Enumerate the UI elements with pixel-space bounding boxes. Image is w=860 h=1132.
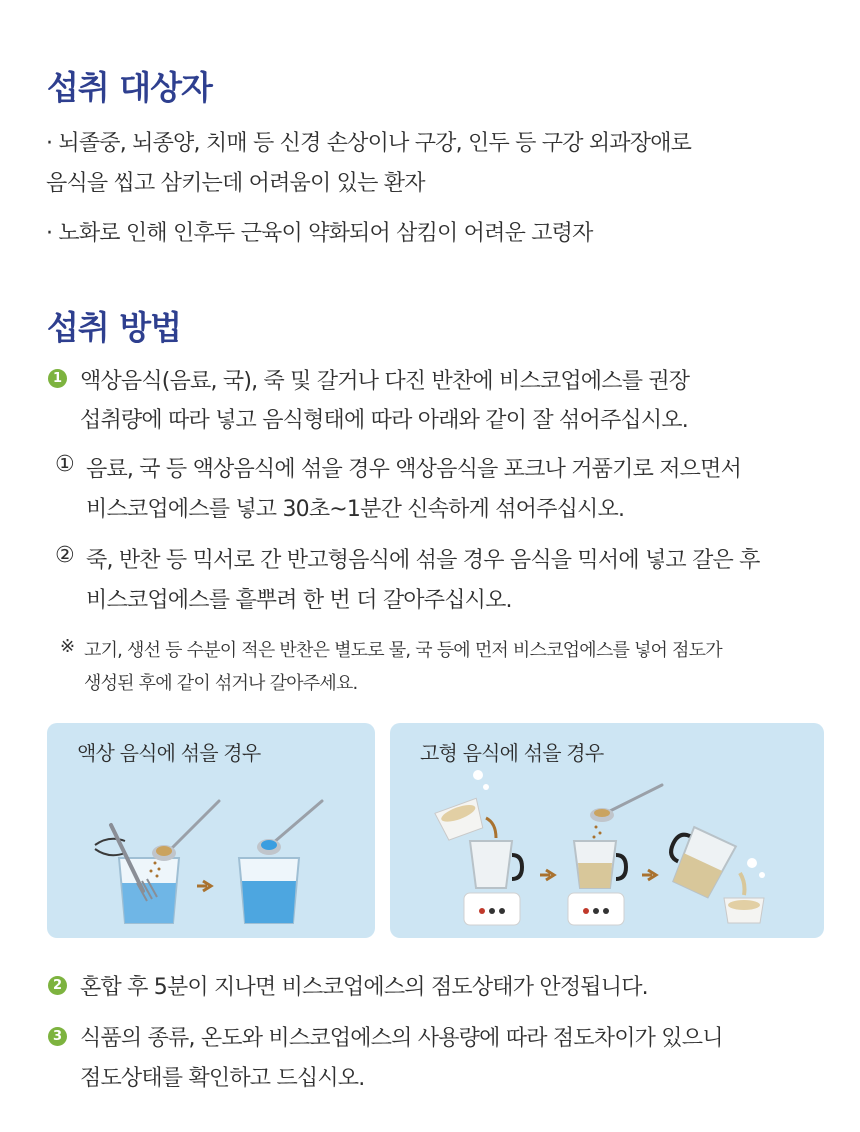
liquid-mixing-illustration	[47, 723, 375, 938]
panel-solid-mixing	[390, 723, 824, 938]
step-1-number-badge: 1	[48, 369, 67, 388]
step-2-number-badge: 2	[48, 976, 67, 995]
section-title-method: 섭취 방법	[47, 308, 182, 347]
sub-1-line-2: 비스코업에스를 넣고 30초~1분간 신속하게 섞어주십시오.	[86, 497, 625, 522]
panel-liquid-title: 액상 음식에 섞을 경우	[77, 741, 261, 765]
note-line-1: 고기, 생선 등 수분이 적은 반찬은 별도로 물, 국 등에 먼저 비스코업에스를 넣어 점도가	[84, 640, 722, 661]
section-title-target: 섭취 대상자	[47, 68, 212, 107]
sub-1-mark: ①	[55, 452, 74, 477]
sub-2-line-2: 비스코업에스를 흩뿌려 한 번 더 갈아주십시오.	[86, 588, 512, 613]
sub-1-line-1: 음료, 국 등 액상음식에 섞을 경우 액상음식을 포크나 거품기로 저으면서	[86, 457, 742, 482]
target-item-1-line-2: 음식을 씹고 삼키는데 어려움이 있는 환자	[46, 171, 425, 196]
sub-2-mark: ②	[55, 543, 74, 568]
step-3-line-1: 식품의 종류, 온도와 비스코업에스의 사용량에 따라 점도차이가 있으니	[80, 1026, 723, 1051]
step-3-number-badge: 3	[48, 1027, 67, 1046]
note-line-2: 생성된 후에 같이 섞거나 갈아주세요.	[84, 673, 358, 694]
solid-mixing-illustration	[390, 723, 824, 938]
panel-solid-title: 고형 음식에 섞을 경우	[420, 741, 604, 765]
step-3-line-2: 점도상태를 확인하고 드십시오.	[80, 1066, 365, 1091]
panel-liquid-mixing	[47, 723, 375, 938]
step-1-line-2: 섭취량에 따라 넣고 음식형태에 따라 아래와 같이 잘 섞어주십시오.	[80, 408, 688, 433]
step-2-line-1: 혼합 후 5분이 지나면 비스코업에스의 점도상태가 안정됩니다.	[80, 975, 648, 1000]
note-mark: ※	[60, 636, 75, 657]
target-item-1-line-1: · 뇌졸중, 뇌종양, 치매 등 신경 손상이나 구강, 인두 등 구강 외과장애로	[46, 131, 692, 156]
sub-2-line-1: 죽, 반찬 등 믹서로 간 반고형음식에 섞을 경우 음식을 믹서에 넣고 갈은 후	[86, 548, 760, 573]
target-item-2: · 노화로 인해 인후두 근육이 약화되어 삼킴이 어려운 고령자	[46, 221, 593, 246]
step-1-line-1: 액상음식(음료, 국), 죽 및 갈거나 다진 반찬에 비스코업에스를 권장	[80, 369, 690, 394]
